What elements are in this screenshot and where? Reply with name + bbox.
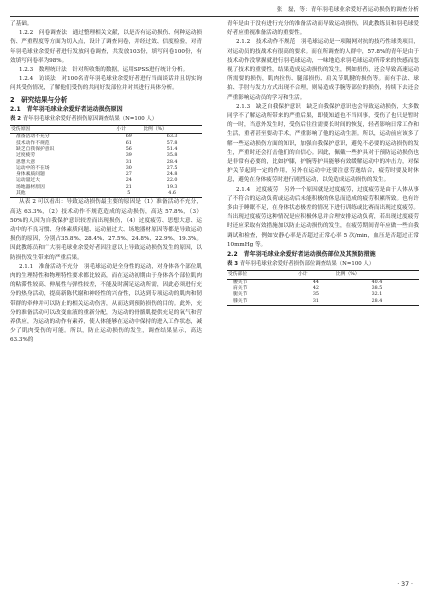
table-caption xyxy=(10,115,202,124)
column-header: 小计 xyxy=(297,271,335,279)
paragraph: 2.1.3 缺乏自我保护意识 缺乏自我保护意识也会导致运动损伤，大多数同学不了解运动所带来的严重后果，即使知道也不当回事，受伤了也只是暂时的一时，当意外发生时，受伤后往往需要长时间的恢复，轻者影响日常工作和生活，重者甚至要动手术，严重影响了他的运动生涯。所以，运动前应该多了解一些运动损伤方面的知识，加强自我保护意识，避免不必要的运动损伤的发生，严重时还会打击他们的自信心。因此，佩戴一些护具对于预防运动损伤也是非常有必要的，比如护膝，护腕等护具能够有效缓解运动中的冲击力，对保护关节起到一定的作用，另外在运动中还要注意劳逸结合，疲劳时要及时休息，避免在身体疲劳时进行剧烈运动，以免造成运动损伤的发生。 xyxy=(227,103,419,184)
table-row: 腰关节 44 40.4 xyxy=(233,279,383,285)
subsection-heading: 2.2 青年羽毛球业余爱好者运动损伤部位及其预防措施 xyxy=(227,251,376,259)
table-row: 运动量过大 24 22.0 xyxy=(16,178,178,184)
column-header: 比例（%） xyxy=(335,271,419,279)
paragraph: 1.2.3 数理统计法 针对所收集的数据，运用SPSS进行统计分析。 xyxy=(18,67,189,74)
paragraph: 了基础。 xyxy=(10,21,33,27)
paragraph: 2.1.4 过度疲劳 另外一个原因就是过度疲劳，过度疲劳是由于人体从事了不符合的运动负荷或运动后未能积极的休息而造成的疲劳积累所致。也有许多由于睡眠不足，在身体状态极差的情况下进行训练或比赛而出现过度疲劳。当出现过度疲劳这种情况是应积极休息并合理安排运动负荷，若出现过度疲劳时还应采取有效措施加以防止运动损伤的发生，在疲劳期间青年应做一些自我调试和检查，例如安静心率是否超过正常心率 5 次/min，血压是否超过正常10mmHg 等。 xyxy=(227,186,419,248)
table-row: 膝关节 31 28.4 xyxy=(227,299,419,306)
table-row: 运动中的不在场 30 27.5 xyxy=(16,165,178,171)
right-column xyxy=(227,20,419,306)
paragraph: 2.1.2 技术动作不规范 羽毛球运动是一项隔网对抗的技巧性球类项目，对运动员的技战术有很高的要求。而在所调查的人群中，57.8%的青年是由于技术动作没掌握就进行羽毛球运动，一味地追求羽毛球运动所带来的快感而忽视了技术的重要性，结果造成运动损伤的发生，例如扭伤，还会导致高速运动所需要的损伤，肌肉拉伤、腿部损伤、肩关节肌腱的损伤等。而有手法、球拍、手肘与发力方式出现不合理，则易造成手腕等部位的损伤，持续下去还会严重影响运动员的学习和生活。 xyxy=(227,39,419,101)
injury-site-table xyxy=(227,270,419,305)
paragraph: 2.1.1 准备活动不充分 羽毛球运动是全身性的运动，对身体各个部位肌肉的生理特性和物理特性要求都比较高，而在运动初期由于身体各个部位肌肉的粘滞性较高、伸展性与弹性较差，不能及时满足运动所需，因此必须进行充分的热身活动，提高新陈代谢和神经性的兴奋性，以达到专项运动的肌肉和韧带群的牵伸并可以防止的相关运动伤害，从而达到预防损伤的目的。此外，充分的准备活动可以改变血液的重新分配，为运动的骨骼肌提供充足的氧气和营养供应，为运动的动作有素养，使人体能够在运动中保持的进入工作状态，减少了肌肉受伤的可能。所以，防止运动损伤的发生，调查结果显示，高达 63.3%的 xyxy=(10,263,202,344)
page-number: · 37 · xyxy=(397,581,413,588)
table-row: 过度疲劳 39 35.8 xyxy=(16,153,178,159)
table-row: 身体素质问题 27 24.8 xyxy=(16,172,178,178)
table-number: 表 3 xyxy=(227,261,239,268)
table-row: 场地器材原因 21 19.3 xyxy=(16,184,178,190)
subsection-heading: 2.1 青年羽毛球业余爱好者运动损伤原因 xyxy=(10,105,123,113)
column-header: 比例（%） xyxy=(142,126,202,134)
table-title: 青年羽毛球业余爱好者损伤部位调查结果（N=100 人） xyxy=(239,261,375,268)
paragraph: 1.2.4 访谈法 对100名青年羽毛球业余爱好者进行当面谈话并且切实询问其受伤情况，了解他们受伤的共同好发部位并对其进行具体分析。 xyxy=(10,76,202,92)
table-row: 缺乏自我保护意识 56 51.4 xyxy=(16,146,178,152)
table-row: 准备活动不充分 69 63.3 xyxy=(16,134,178,140)
running-header: 张 磊，等：青年羽毛球业余爱好者运动损伤的调查分析 xyxy=(10,4,419,17)
table-row: 腿关节 35 32.1 xyxy=(233,292,383,298)
section-heading: 2 研究结果与分析 xyxy=(10,95,68,104)
table-row: 思想大意 31 28.4 xyxy=(16,159,178,165)
paragraph: 青年是由于没有进行充分的准备活动而导致运动损伤，因此教练员和羽毛球爱好者应重视准备活动的重要性。 xyxy=(227,21,419,37)
paragraph: 1.2.2 问卷调查法 通过整理相关文献，以是否有运动损伤、何种运动损伤、严重程度等方面为切入点，设计了调查问卷，并经过效、信度检验，对青年羽毛球业余爱好者进行发放问卷调查，共发放103份，填写问卷100份，有效填写问卷率为98%。 xyxy=(10,30,202,64)
table-title: 青年羽毛球业余爱好者损伤原因调查结果（N=100 人） xyxy=(22,116,158,123)
table-caption xyxy=(227,260,419,269)
table-number: 表 2 xyxy=(10,116,22,123)
paragraph: 从表 2 可以看出：导致运动损伤最主要的原因是（1）准备活动不充分，高达 63.3%，（2）技术动作不规范造成的运动损伤，高达 57.8%，（3）50%的人因为自我保护意识较差而出现损伤，（4）过度疲劳、思想大意、运动中的不良习惯、身体素质问题、运动量过大、场地器材原因等都是导致运动损伤的原因，分别占35.8%、28.4%、27.5%、24.8%、22.9%、19.3%。因此教练员和广大羽毛球业余爱好者因注意以上导致运动损伤发生的原因，以防损伤发生带来的严重后果。 xyxy=(10,199,202,261)
left-column xyxy=(10,20,202,346)
column-header: 受伤原因 xyxy=(10,126,115,134)
table-row: 肩关节 42 38.5 xyxy=(233,286,383,292)
table-row: 其他 5 4.6 xyxy=(10,191,202,198)
injury-cause-table xyxy=(10,125,202,198)
table-row: 技术动作不规范 61 57.8 xyxy=(16,140,178,146)
column-header: 小计 xyxy=(115,126,142,134)
column-header: 受伤部位 xyxy=(227,271,297,279)
